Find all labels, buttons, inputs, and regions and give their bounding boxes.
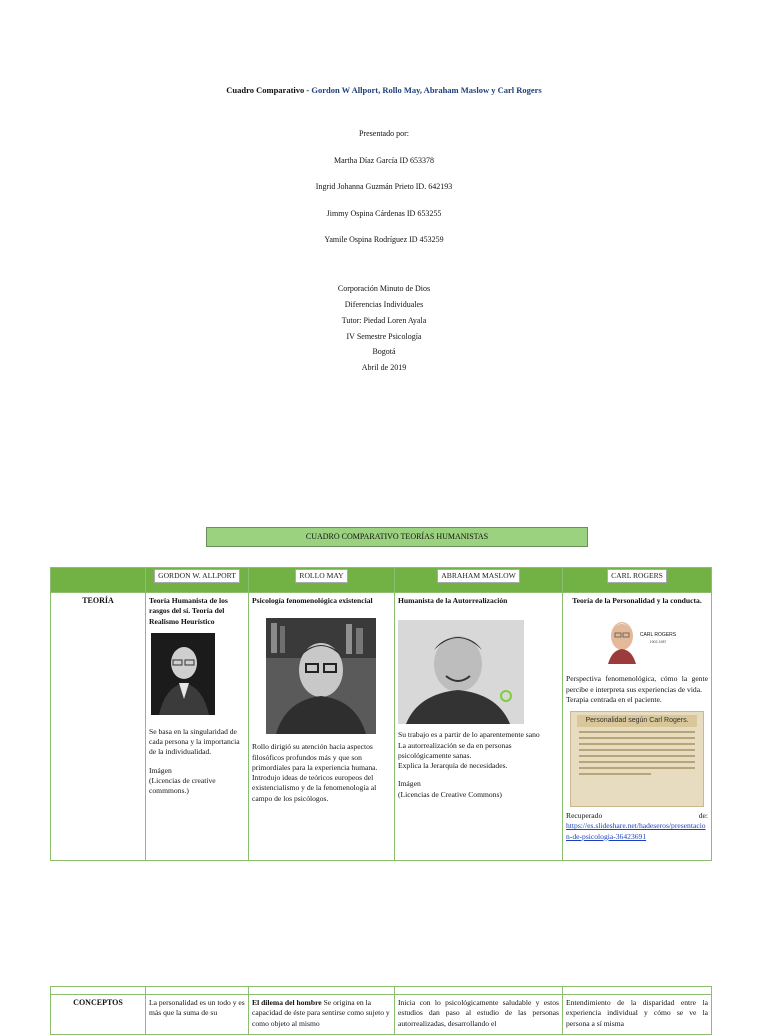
date-line: Abril de 2019 bbox=[361, 363, 407, 372]
maslow-image-label: Imágen bbox=[398, 779, 421, 789]
allport-license: (Licencias de creative commmons.) bbox=[149, 775, 216, 795]
may-photo bbox=[266, 618, 376, 734]
cell-maslow-teoria bbox=[395, 593, 563, 861]
header-label: GORDON W. ALLPORT bbox=[154, 569, 240, 583]
tutor-line: Tutor: Piedad Loren Ayala bbox=[341, 316, 427, 325]
maslow-theory-title: Humanista de la Autorrealización bbox=[398, 596, 508, 605]
row-label-conceptos: CONCEPTOS bbox=[51, 995, 146, 1035]
cell-allport-conceptos: La personalidad es un todo y es más que la suma de su bbox=[146, 995, 249, 1035]
concepts-table bbox=[50, 986, 712, 1035]
title-names: Gordon W Allport, Rollo May, Abraham Maslow y Carl Rogers bbox=[311, 85, 542, 95]
rogers-photo bbox=[606, 614, 680, 664]
may-theory-text: Rollo dirigió su atención hacia aspectos filosóficos profundos más y que son primordiales para la experiencia humana. Introdujo ideas de teóricos europeos del existencialismo y de la fenomenología al campo de los psicólogos. bbox=[252, 742, 378, 803]
rogers-slide-image bbox=[570, 711, 704, 807]
rogers-photo-years: 1902-1987 bbox=[649, 640, 667, 645]
cell-rogers-teoria bbox=[563, 593, 712, 861]
cell-allport-teoria bbox=[146, 593, 249, 861]
may-concept-text: Se origina en la capacidad de éste para sentirse como sujeto y como objeto al mismo bbox=[252, 998, 390, 1028]
table-row bbox=[51, 987, 712, 995]
maslow-photo bbox=[398, 620, 524, 724]
course-line: Diferencias Individuales bbox=[344, 300, 424, 309]
institution-line: Corporación Minuto de Dios bbox=[337, 284, 431, 293]
table-row bbox=[51, 593, 712, 861]
semester-line: IV Semestre Psicología bbox=[346, 332, 422, 341]
may-theory-title: Psicología fenomenológica existencial bbox=[252, 596, 373, 605]
rogers-text-1: Perspectiva fenomenológica, cómo la gente percibe e interpreta sus experiencias de vida. bbox=[566, 674, 708, 694]
maslow-license: (Licencias de Creative Commons) bbox=[398, 789, 502, 799]
maslow-text-2: La autorrealización se da en personas psicológicamente sanas. bbox=[398, 740, 512, 760]
author-2: Ingrid Johanna Guzmán Prieto ID. 642193 bbox=[315, 182, 453, 191]
cell-maslow-conceptos: Inicia con lo psicológicamente saludable y estos estudios dan paso al estudio de las personas autorrealizadas, desarrollando el bbox=[395, 995, 563, 1035]
header-allport bbox=[146, 568, 249, 593]
allport-theory-title: Teoría Humanista de los rasgos del sí. Teoría del Realismo Heurístico bbox=[149, 596, 228, 626]
row-label-teoria: TEORÍA bbox=[51, 593, 146, 861]
header-label: ROLLO MAY bbox=[295, 569, 347, 583]
table-row bbox=[51, 995, 712, 1035]
document-title bbox=[0, 85, 768, 95]
author-4: Yamile Ospina Rodríguez ID 453259 bbox=[324, 235, 444, 244]
header-label: CARL ROGERS bbox=[607, 569, 667, 583]
table-banner: CUADRO COMPARATIVO TEORÍAS HUMANISTAS bbox=[206, 527, 588, 547]
maslow-text-3: Explica la Jerarquía de necesidades. bbox=[398, 761, 508, 770]
author-1: Martha Díaz García ID 653378 bbox=[334, 156, 434, 165]
header-empty bbox=[51, 568, 146, 593]
header-row bbox=[51, 568, 712, 593]
author-3: Jimmy Ospina Cárdenas ID 653255 bbox=[326, 209, 442, 218]
allport-photo bbox=[151, 633, 215, 715]
comparison-table bbox=[50, 567, 712, 861]
rogers-text-2: Terapia centrada en el paciente. bbox=[566, 694, 662, 704]
header-may bbox=[249, 568, 395, 593]
rogers-photo-caption: CARL ROGERS bbox=[639, 632, 677, 639]
allport-theory-text: Se basa en la singularidad de cada persona y la importancia de la individualidad. bbox=[149, 726, 240, 757]
city-line: Bogotá bbox=[372, 347, 396, 356]
rogers-recovered-label: Recuperado de: bbox=[566, 811, 708, 820]
cell-may-teoria bbox=[249, 593, 395, 861]
rogers-theory-title: Teoría de la Personalidad y la conducta. bbox=[572, 596, 702, 605]
cell-rogers-conceptos: Entendimiento de la disparidad entre la experiencia individual y cómo se ve la persona a sí misma bbox=[563, 995, 712, 1035]
header-label: ABRAHAM MASLOW bbox=[437, 569, 519, 583]
header-maslow bbox=[395, 568, 563, 593]
maslow-text-1: Su trabajo es a partir de lo aparentemente sano bbox=[398, 730, 540, 740]
allport-image-label: Imágen bbox=[149, 765, 172, 775]
header-rogers bbox=[563, 568, 712, 593]
slide-title: Personalidad según Carl Rogers. bbox=[577, 715, 697, 727]
presented-by: Presentado por: bbox=[359, 129, 409, 138]
title-prefix: Cuadro Comparativo - bbox=[226, 85, 312, 95]
cell-may-conceptos bbox=[249, 995, 395, 1035]
rogers-source-link[interactable]: https://es.slideshare.net/hadeseros/presentacion-de-psicologia-36423691 bbox=[566, 821, 706, 841]
may-concept-bold: El dilema del hombre bbox=[252, 998, 322, 1007]
